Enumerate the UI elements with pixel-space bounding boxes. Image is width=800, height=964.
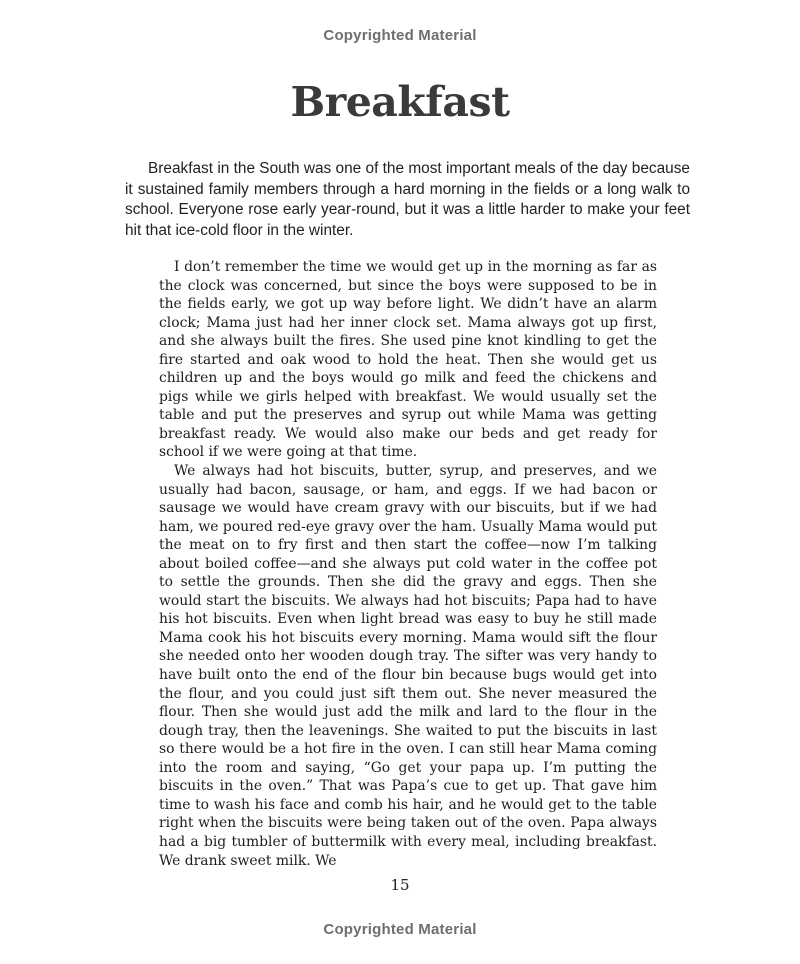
copyright-watermark-bottom: Copyrighted Material	[323, 921, 477, 938]
quote-paragraph-1: I don’t remember the time we would get up in the morning as far as the clock was concerned, but since the boys were supposed to be in the fields early, we got up way before light. We didn’t have an alarm clock; Mama just had her inner clock set. Mama always got up first, and she always built the fires. She used pine knot kindling to get the fire started and oak wood to hold the heat. Then she would get us children up and the boys would go milk and feed the chickens and pigs while we girls helped with breakfast. We would usually set the table and put the preserves and syrup out while Mama was getting breakfast ready. We would also make our beds and get ready for school if we were going at that time.	[159, 259, 657, 461]
copyright-watermark-top: Copyrighted Material	[323, 27, 477, 44]
intro-text	[125, 159, 690, 241]
intro-paragraph: Breakfast in the South was one of the most important meals of the day because it sustained family members through a hard morning in the fields or a long walk to school. Everyone rose early year-round, but it was a little harder to make your feet hit that ice-cold floor in the winter.	[125, 160, 690, 239]
chapter-title: Breakfast	[290, 78, 510, 126]
page-number: 15	[390, 876, 410, 894]
quote-paragraph-2: We always had hot biscuits, butter, syrup, and preserves, and we usually had bacon, sausage, or ham, and eggs. If we had bacon or sausage we would have cream gravy with our biscuits, but if we had ham, we poured red-eye gravy over the ham. Usually Mama would put the meat on to fry first and then start the coffee—now I’m talking about boiled coffee—and she always put cold water in the coffee pot to settle the grounds. Then she did the gravy and eggs. Then she would start the biscuits. We always had hot biscuits; Papa had to have his hot biscuits. Even when light bread was easy to buy he still made Mama cook his hot biscuits every morning. Mama would sift the flour she needed onto her wooden dough tray. The sifter was very handy to have built onto the end of the flour bin because bugs would get into the flour, and you could just sift them out. She never measured the flour. Then she would just add the milk and lard to the flour in the dough tray, then the leavenings. She waited to put the biscuits in last so there would be a hot fire in the oven. I can still hear Mama coming into the room and saying, “Go get your papa up. I’m putting the biscuits in the oven.” That was Papa’s cue to get up. That gave him time to wash his face and comb his hair, and he would get to the table right when the biscuits were being taken out of the oven. Papa always had a big tumbler of buttermilk with every meal, including breakfast. We drank sweet milk. We	[159, 463, 657, 869]
quoted-recollection	[159, 258, 657, 870]
